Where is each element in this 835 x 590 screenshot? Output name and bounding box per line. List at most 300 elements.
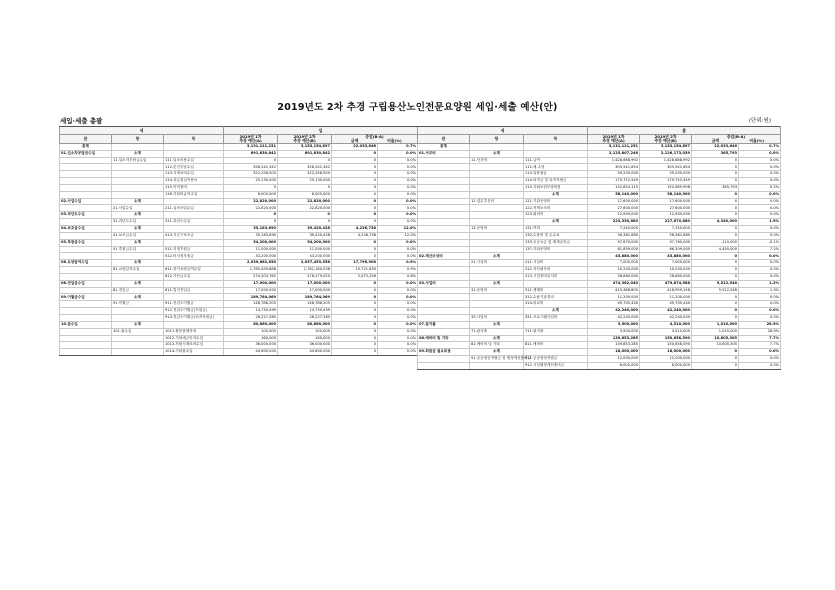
expenditure-cell: 0.0% [739, 267, 781, 274]
revenue-cell: 0 [332, 328, 378, 335]
revenue-cell: 0.9% [378, 260, 418, 267]
expenditure-cell: 132.수용비 및 수수료 [524, 232, 588, 239]
expenditure-cell [418, 273, 470, 280]
expenditure-table-row [418, 356, 781, 363]
expenditure-cell: 7,000,000 [640, 260, 692, 267]
revenue-cell: 44,600,000 [224, 349, 278, 356]
revenue-cell: 0 [332, 335, 378, 342]
revenue-cell: 148,786,205 [224, 301, 278, 308]
expenditure-cell: 0 [692, 273, 739, 280]
revenue-cell: 0 [332, 157, 378, 164]
revenue-cell: 0 [332, 308, 378, 315]
revenue-cell: 91.이월금 [112, 301, 164, 308]
expenditure-table-row [418, 253, 781, 260]
revenue-table-row [60, 171, 418, 178]
expenditure-cell: 331.프로그램사업비 [524, 314, 588, 321]
expenditure-cell: 115.사회보험부담비용 [524, 184, 588, 191]
revenue-cell: 691,630,842 [278, 150, 332, 157]
revenue-table-row [60, 287, 418, 294]
revenue-cell: 54,200,000 [278, 239, 332, 246]
revenue-table-row [60, 164, 418, 171]
expenditure-table-row [418, 294, 781, 301]
revenue-cell: 4,236,738 [332, 232, 378, 239]
revenue-cell: 912.전년도이월금(후원금) [164, 308, 224, 315]
revenue-table-row [60, 342, 418, 349]
expenditure-cell: 0 [692, 178, 739, 185]
expenditure-cell: 0 [692, 301, 739, 308]
revenue-cell: 116.기타비급여수입 [164, 191, 224, 198]
expenditure-cell: 12,940,000 [640, 212, 692, 219]
expenditure-table-row [418, 164, 781, 171]
expenditure-cell: 17,600,000 [640, 198, 692, 205]
expenditure-cell: 42,240,000 [640, 308, 692, 315]
expenditure-cell: 112.제 수당 [524, 164, 588, 171]
expenditure-cell: 911.공공평정적립금 [524, 356, 588, 363]
revenue-cell [60, 335, 112, 342]
revenue-cell [164, 294, 224, 301]
revenue-cell: 358,242,342 [278, 164, 332, 171]
expenditure-cell: 139,853,285 [588, 335, 640, 342]
expenditure-cell [470, 246, 524, 253]
revenue-cell: 01.입소자부담금수입 [60, 150, 112, 157]
revenue-cell [60, 301, 112, 308]
expenditure-cell: 212.자산취득비 [524, 267, 588, 274]
revenue-cell: 11,000,000 [224, 246, 278, 253]
expenditure-cell: 0.0% [739, 253, 781, 260]
expenditure-cell: 3,153,154,897 [640, 143, 692, 150]
expenditure-cell: 122.직책보조비 [524, 205, 588, 212]
revenue-table-row [60, 239, 418, 246]
expenditure-cell: 2,126,173,039 [640, 150, 692, 157]
expenditure-cell: 7,240,000 [640, 226, 692, 233]
revenue-cell: 35,183,690 [224, 232, 278, 239]
revenue-cell: 17,000,000 [224, 280, 278, 287]
expenditure-table-row [418, 205, 781, 212]
expenditure-cell: 312.수용기관경비 [524, 294, 588, 301]
expenditure-section-header: 세 [418, 127, 588, 135]
revenue-cell: 6,000,000 [278, 191, 332, 198]
revenue-cell: 0.0% [378, 150, 418, 157]
revenue-cell: 100,000 [224, 328, 278, 335]
expenditure-cell: 18,000,000 [588, 349, 640, 356]
expenditure-cell: 01.사무비 [418, 150, 470, 157]
expenditure-cell: 0 [692, 198, 739, 205]
expenditure-cell: 479,874,588 [640, 280, 692, 287]
revenue-cell: 3,131,121,251 [224, 143, 278, 150]
expenditure-cell: 0 [692, 362, 739, 369]
expenditure-cell: 10,805,305 [692, 335, 739, 342]
revenue-cell: 0.0% [378, 171, 418, 178]
revenue-cell: 소계 [112, 321, 164, 328]
revenue-cell [60, 253, 112, 260]
expenditure-table-row [418, 321, 781, 328]
revenue-cell: 211.실비사업수입 [164, 205, 224, 212]
revenue-section-header-2: 입 [224, 127, 418, 135]
revenue-cell: 17,796,908 [332, 260, 378, 267]
revenue-cell: 09.이월금수입 [60, 294, 112, 301]
revenue-cell [164, 150, 224, 157]
expenditure-cell: 1,428,688,992 [640, 157, 692, 164]
expenditure-cell [418, 171, 470, 178]
expenditure-cell: 365,793 [692, 184, 739, 191]
expenditure-cell: 09.퇴원금 필요비용 [418, 349, 470, 356]
expenditure-cell [470, 294, 524, 301]
revenue-cell [60, 205, 112, 212]
expenditure-cell: 0.0% [739, 301, 781, 308]
revenue-cell [60, 267, 112, 274]
expenditure-cell [470, 184, 524, 191]
expenditure-cell: 0 [692, 157, 739, 164]
revenue-cell: 12.0% [378, 232, 418, 239]
revenue-cell: 51.후원금수입 [112, 246, 164, 253]
revenue-cell: 0 [278, 184, 332, 191]
revenue-cell: 소계 [112, 294, 164, 301]
expenditure-cell: 0 [692, 164, 739, 171]
expenditure-cell: 0 [692, 226, 739, 233]
expenditure-cell: 11,200,000 [588, 294, 640, 301]
expenditure-cell: 133.공공요금 및 제세공과금 [524, 239, 588, 246]
expenditure-cell: 0 [692, 191, 739, 198]
revenue-cell: 911.전년도이월금 [164, 301, 224, 308]
expenditure-cell: 3,131,121,251 [588, 143, 640, 150]
expenditure-cell [524, 321, 588, 328]
revenue-column-header: 2019년 1차 추경 예산(A) [224, 135, 278, 144]
revenue-cell: 0 [332, 321, 378, 328]
revenue-header-row [60, 127, 418, 135]
revenue-cell: 소계 [112, 280, 164, 287]
revenue-cell: 0 [224, 219, 278, 226]
expenditure-cell [418, 232, 470, 239]
revenue-cell: 1011.불용품매각대 [164, 328, 224, 335]
revenue-column-header-row [60, 135, 418, 144]
expenditure-cell: 121.기관운영비 [524, 198, 588, 205]
expenditure-table-row [418, 198, 781, 205]
revenue-table-row [60, 212, 418, 219]
expenditure-cell: 7.2% [739, 246, 781, 253]
expenditure-cell: 02.재산조성비 [418, 253, 470, 260]
revenue-cell: 0 [332, 171, 378, 178]
expenditure-cell: 0 [692, 212, 739, 219]
revenue-cell: 소계 [112, 239, 164, 246]
expenditure-cell: 소계 [470, 280, 524, 287]
revenue-cell: 1014.기타잡수입 [164, 349, 224, 356]
revenue-cell: 160,000 [224, 335, 278, 342]
revenue-cell: 113.식재료비수입 [164, 171, 224, 178]
revenue-cell: 0.0% [378, 157, 418, 164]
revenue-cell: 0.8% [378, 273, 418, 280]
revenue-cell: 0.9% [378, 267, 418, 274]
revenue-table-row [60, 178, 418, 185]
expenditure-cell [418, 239, 470, 246]
expenditure-cell: -110,000 [692, 239, 739, 246]
revenue-cell [112, 342, 164, 349]
expenditure-table-row [418, 239, 781, 246]
revenue-cell [60, 164, 112, 171]
revenue-cell: 0.0% [378, 219, 418, 226]
revenue-cell: 04.보조금수입 [60, 226, 112, 233]
expenditure-cell [470, 164, 524, 171]
expenditure-cell: 10,200,000 [588, 267, 640, 274]
revenue-cell: 0.0% [378, 342, 418, 349]
revenue-cell [60, 287, 112, 294]
expenditure-cell: 71.잡지출 [470, 328, 524, 335]
revenue-cell: 0.0% [378, 294, 418, 301]
revenue-cell: 160,000 [278, 335, 332, 342]
expenditure-cell: 0.0% [739, 314, 781, 321]
revenue-cell [60, 157, 112, 164]
expenditure-cell: 365,793 [692, 150, 739, 157]
revenue-cell: 0.0% [378, 184, 418, 191]
expenditure-cell [470, 143, 524, 150]
expenditure-cell: 91.공공평동적립금 및 협정개선충비금 [470, 356, 524, 363]
revenue-diff-header: 증감(B-A) 금액 비율(%) [332, 135, 418, 144]
revenue-cell: 15,721,650 [332, 267, 378, 274]
expenditure-cell: 소계 [470, 349, 524, 356]
revenue-table-row [60, 267, 418, 274]
revenue-cell: 0 [278, 212, 332, 219]
expenditure-cell: 42,240,000 [588, 314, 640, 321]
revenue-table-row [60, 280, 418, 287]
revenue-cell [60, 171, 112, 178]
revenue-cell: 소계 [112, 150, 164, 157]
expenditure-cell [470, 362, 524, 369]
expenditure-cell: 1,428,688,992 [588, 157, 640, 164]
expenditure-cell: 0.0% [739, 273, 781, 280]
expenditure-table-row [418, 342, 781, 349]
expenditure-cell: 10,200,000 [640, 267, 692, 274]
expenditure-cell [418, 178, 470, 185]
revenue-cell: 0 [332, 246, 378, 253]
expenditure-table-row [418, 308, 781, 315]
expenditure-cell: 418,999,148 [640, 287, 692, 294]
expenditure-cell: 137.기타운영비 [524, 246, 588, 253]
expenditure-cell: 0 [692, 171, 739, 178]
expenditure-table [417, 126, 781, 370]
expenditure-cell: 0.0% [739, 260, 781, 267]
revenue-cell [60, 349, 112, 356]
revenue-cell: 3,153,154,897 [278, 143, 332, 150]
revenue-section-header: 세 [60, 127, 224, 135]
revenue-cell: 0 [332, 294, 378, 301]
expenditure-table-row [418, 335, 781, 342]
revenue-cell: 11.입소자부담금수입 [112, 157, 164, 164]
revenue-column-header: 2019년 2차 추경 예산(B) [278, 135, 332, 144]
expenditure-cell: 474,362,040 [588, 280, 640, 287]
expenditure-cell: 소계 [470, 150, 524, 157]
expenditure-cell: 0.0% [739, 191, 781, 198]
revenue-cell: 0.0% [378, 321, 418, 328]
revenue-cell: 0.0% [378, 246, 418, 253]
revenue-cell: 0 [332, 198, 378, 205]
revenue-table-row [60, 301, 418, 308]
revenue-cell: 39,420,428 [278, 226, 332, 233]
revenue-cell: 0 [332, 239, 378, 246]
expenditure-cell: 56,361,680 [588, 232, 640, 239]
expenditure-cell [418, 226, 470, 233]
expenditure-cell: 12.업무추진비 [470, 198, 524, 205]
revenue-column-header: 항 [112, 135, 164, 144]
expenditure-table-row [418, 219, 781, 226]
revenue-cell: 26,227,365 [278, 314, 332, 321]
expenditure-cell [418, 219, 470, 226]
expenditure-cell: 113.일용잡급 [524, 171, 588, 178]
revenue-cell: 115.이미용비 [164, 184, 224, 191]
revenue-cell [164, 143, 224, 150]
expenditure-cell [418, 287, 470, 294]
revenue-cell: 0 [332, 150, 378, 157]
revenue-cell [60, 328, 112, 335]
expenditure-cell [418, 157, 470, 164]
expenditure-cell: 28,680,000 [640, 273, 692, 280]
revenue-table-row [60, 335, 418, 342]
revenue-cell: 39,420,428 [278, 232, 332, 239]
expenditure-cell: 17,600,000 [588, 198, 640, 205]
expenditure-cell: 415,486,600 [588, 287, 640, 294]
revenue-cell: 0 [332, 184, 378, 191]
expenditure-cell [524, 335, 588, 342]
expenditure-cell: 912.시설협정개선충비금 [524, 362, 588, 369]
revenue-cell [60, 246, 112, 253]
revenue-cell: 1,781,180,538 [278, 267, 332, 274]
revenue-cell: 36,000,000 [224, 342, 278, 349]
expenditure-table-row [418, 226, 781, 233]
revenue-cell [112, 184, 164, 191]
expenditure-table-row [418, 301, 781, 308]
revenue-cell: 189,764,069 [224, 294, 278, 301]
revenue-cell: 322,258,500 [278, 171, 332, 178]
revenue-cell: 14,750,499 [278, 308, 332, 315]
expenditure-cell: 45,880,000 [588, 253, 640, 260]
expenditure-cell: 03.사업비 [418, 280, 470, 287]
expenditure-cell: 소계 [470, 253, 524, 260]
expenditure-cell: 7,240,000 [588, 226, 640, 233]
revenue-cell: 0 [332, 164, 378, 171]
expenditure-cell: 61,859,000 [588, 246, 640, 253]
revenue-cell: 0.0% [378, 280, 418, 287]
revenue-cell: 0.0% [378, 239, 418, 246]
expenditure-cell: 139,853,285 [588, 342, 640, 349]
revenue-cell: 80,860,000 [278, 321, 332, 328]
revenue-cell: 0 [332, 191, 378, 198]
revenue-cell [164, 198, 224, 205]
expenditure-cell: 0.7% [739, 143, 781, 150]
expenditure-cell: 18,000,000 [640, 349, 692, 356]
page-title: 2019년도 2차 추경 구립용산노인전문요양원 세입·세출 예산(안) [277, 102, 558, 113]
expenditure-cell: 56,361,680 [640, 232, 692, 239]
expenditure-cell: 0.0% [739, 226, 781, 233]
revenue-cell: 0.0% [378, 314, 418, 321]
expenditure-cell: 58,140,000 [588, 191, 640, 198]
expenditure-cell: 27,600,000 [588, 205, 640, 212]
expenditure-cell: 27,600,000 [640, 205, 692, 212]
revenue-cell: 25,130,000 [278, 178, 332, 185]
expenditure-table-row [418, 178, 781, 185]
expenditure-cell: 0 [692, 205, 739, 212]
revenue-cell: 0 [224, 212, 278, 219]
expenditure-cell: 305,541,654 [588, 164, 640, 171]
expenditure-cell: 7.7% [739, 335, 781, 342]
revenue-cell: 44,600,000 [278, 349, 332, 356]
expenditure-cell [418, 267, 470, 274]
expenditure-cell: 213.시설장비유지비 [524, 273, 588, 280]
revenue-cell [164, 321, 224, 328]
revenue-cell: 80,860,000 [224, 321, 278, 328]
expenditure-cell [524, 253, 588, 260]
revenue-cell: 36,000,000 [278, 342, 332, 349]
expenditure-cell: 5,512,548 [692, 287, 739, 294]
expenditure-cell [470, 273, 524, 280]
expenditure-cell: 0.0% [739, 232, 781, 239]
expenditure-cell: 소계 [470, 335, 524, 342]
expenditure-cell: 28.9% [739, 321, 781, 328]
expenditure-cell [418, 308, 470, 315]
expenditure-table-row [418, 143, 781, 150]
expenditure-cell: 1,010,000 [692, 328, 739, 335]
expenditure-cell: 21.시설비 [470, 260, 524, 267]
revenue-cell: 691,630,842 [224, 150, 278, 157]
revenue-cell: 101.잡수입 [112, 328, 164, 335]
revenue-cell: 1012.기타예금이자수입 [164, 335, 224, 342]
revenue-cell: 10.잡수입 [60, 321, 112, 328]
expenditure-cell [418, 164, 470, 171]
expenditure-cell: 31.운영비 [470, 287, 524, 294]
expenditure-column-header: 목 [524, 135, 588, 144]
revenue-table-row [60, 253, 418, 260]
expenditure-cell: 42,240,000 [588, 308, 640, 315]
revenue-table-row [60, 314, 418, 321]
expenditure-cell: -0.1% [739, 239, 781, 246]
revenue-cell: 05.후원금수입 [60, 239, 112, 246]
expenditure-cell [524, 280, 588, 287]
revenue-cell: 0.0% [378, 301, 418, 308]
revenue-cell: 17,000,000 [278, 280, 332, 287]
expenditure-cell: 0.0% [739, 362, 781, 369]
revenue-cell: 0 [332, 349, 378, 356]
revenue-cell: 11,000,000 [278, 246, 332, 253]
expenditure-cell [470, 219, 524, 226]
revenue-cell: 43,200,000 [278, 253, 332, 260]
revenue-cell [164, 280, 224, 287]
expenditure-cell: 7,000,000 [588, 260, 640, 267]
expenditure-cell: 4,510,000 [640, 328, 692, 335]
expenditure-cell: 22,033,646 [692, 143, 739, 150]
revenue-table-row [60, 260, 418, 267]
revenue-cell [112, 143, 164, 150]
revenue-cell [112, 164, 164, 171]
expenditure-cell [470, 178, 524, 185]
revenue-cell: 소계 [112, 260, 164, 267]
revenue-cell: 512.비지정후원금 [164, 253, 224, 260]
expenditure-cell: 28,680,000 [588, 273, 640, 280]
expenditure-cell: 0.2% [739, 184, 781, 191]
revenue-cell: 22,820,000 [224, 198, 278, 205]
revenue-cell: 111.입소비용수입 [164, 157, 224, 164]
revenue-cell: 26,227,365 [224, 314, 278, 321]
revenue-table-row [60, 219, 418, 226]
revenue-table-row [60, 294, 418, 301]
expenditure-cell [470, 308, 524, 315]
expenditure-cell [470, 301, 524, 308]
expenditure-cell: 5,512,548 [692, 280, 739, 287]
expenditure-cell: 314.의료비 [524, 301, 588, 308]
revenue-table [59, 126, 418, 356]
expenditure-cell [470, 267, 524, 274]
expenditure-cell: 811.예비비 [524, 342, 588, 349]
expenditure-cell: 0 [692, 260, 739, 267]
expenditure-cell: 6,000,000 [588, 362, 640, 369]
revenue-cell: 0 [332, 314, 378, 321]
revenue-cell: 100,000 [278, 328, 332, 335]
